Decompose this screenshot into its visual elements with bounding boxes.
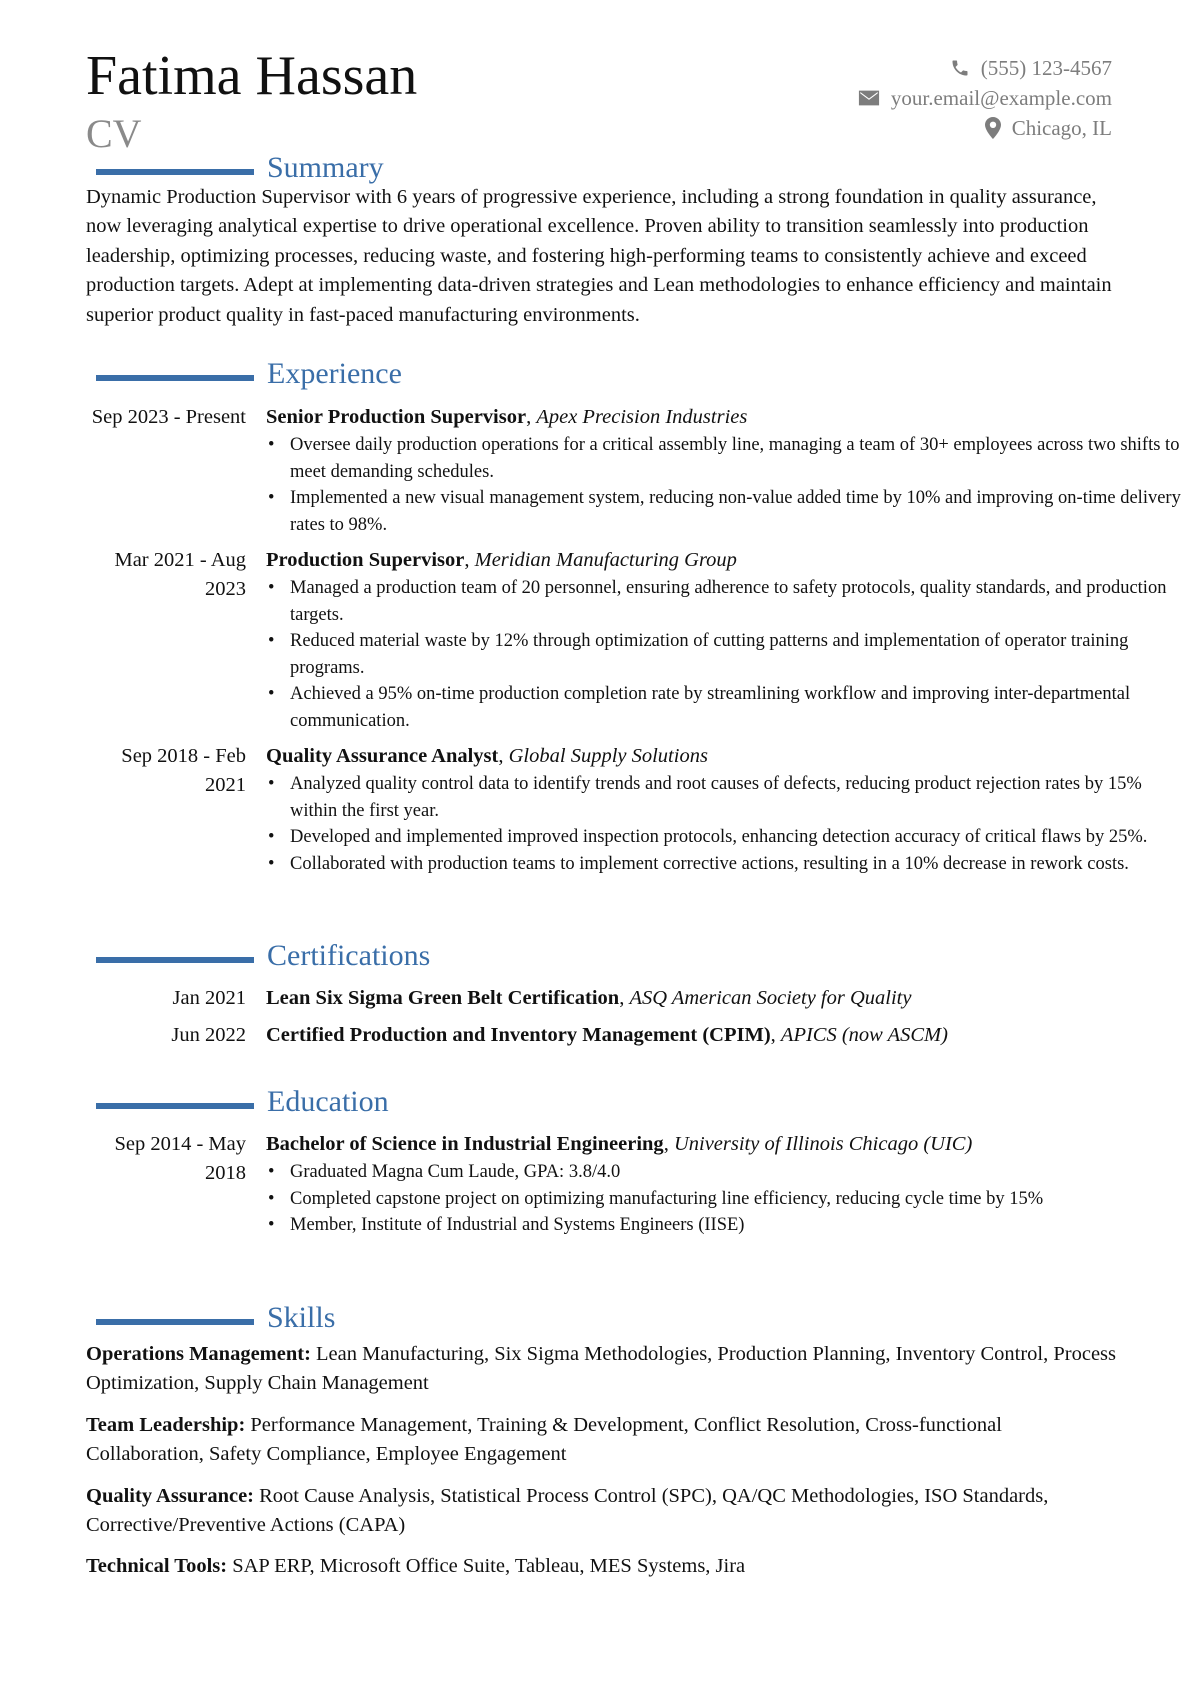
section-certifications-header: [96, 940, 1116, 976]
skill-row: [86, 1482, 1116, 1541]
section-title-certifications: Certifications: [267, 939, 431, 972]
skill-row: [86, 1411, 1116, 1470]
entry-heading: Certified Production and Inventory Management (CPIM), APICS (now ASCM): [266, 1024, 948, 1046]
section-skills-header: [96, 1302, 1116, 1338]
bullet-item: • Completed capstone project on optimizing manufacturing line efficiency, reducing cycle time by 15%: [290, 1186, 1186, 1213]
entry-date: Jun 2022: [171, 1024, 246, 1046]
section-accent-bar: [96, 169, 254, 175]
entry-date: Sep 2023 - Present: [91, 406, 246, 428]
job-title: Senior Production Supervisor: [266, 406, 527, 428]
skill-row: [86, 1340, 1116, 1399]
institution: University of Illinois Chicago (UIC): [673, 1133, 973, 1155]
degree-title: Bachelor of Science in Industrial Engineering: [266, 1133, 664, 1155]
entry-body: [266, 546, 1186, 734]
skill-items: Performance Management, Training & Development, Conflict Resolution, Cross-functional Collaboration, Safety Compliance, Employee Engagement: [86, 1413, 1002, 1466]
entry-body: [266, 1021, 1186, 1050]
entry-heading: Lean Six Sigma Green Belt Certification, ASQ American Society for Quality: [266, 987, 912, 1009]
entry-body: [266, 984, 1186, 1013]
entry-body: [266, 1130, 1186, 1239]
entry-date: Jan 2021: [172, 987, 246, 1009]
job-title: Quality Assurance Analyst: [266, 745, 499, 767]
employer: Global Supply Solutions: [508, 745, 708, 767]
entry-heading: Production Supervisor, Meridian Manufacturing Group: [266, 549, 737, 571]
bullet-item: • Collaborated with production teams to implement corrective actions, resulting in a 10% decrease in rework costs.: [290, 851, 1186, 878]
section-accent-bar: [96, 1103, 254, 1109]
bullet-item: • Developed and implemented improved inspection protocols, enhancing detection accuracy of critical flaws by 25%.: [290, 824, 1186, 851]
skill-category: Technical Tools:: [86, 1555, 228, 1578]
section-title-experience: Experience: [267, 357, 402, 390]
entry-body: [266, 403, 1186, 538]
bullet-item: • Oversee daily production operations for a critical assembly line, managing a team of 30+ employees across two shifts to meet demanding schedules.: [290, 432, 1186, 485]
skill-category: Operations Management:: [86, 1343, 311, 1365]
certifying-body: APICS (now ASCM): [780, 1024, 948, 1046]
contact-block: [692, 53, 1112, 143]
section-education-header: [96, 1086, 1116, 1122]
bullet-list: [266, 771, 1186, 877]
employer: Meridian Manufacturing Group: [474, 549, 737, 571]
skill-row: [86, 1552, 1116, 1581]
contact-location: [692, 113, 1112, 143]
entry-heading: Senior Production Supervisor, Apex Precision Industries: [266, 406, 748, 428]
certifying-body: ASQ American Society for Quality: [629, 987, 912, 1009]
skill-items: SAP ERP, Microsoft Office Suite, Tableau, MES Systems, Jira: [232, 1555, 746, 1578]
entry-date: Sep 2018 - Feb 2021: [121, 745, 246, 796]
entry-heading: Quality Assurance Analyst, Global Supply Solutions: [266, 745, 708, 767]
skill-category: Quality Assurance:: [86, 1484, 254, 1507]
contact-phone: [692, 53, 1112, 83]
phone-number[interactable]: (555) 123-4567: [980, 56, 1112, 80]
certification-title: Certified Production and Inventory Management (CPIM): [266, 1024, 771, 1046]
location-text: Chicago, IL: [1011, 116, 1112, 140]
section-title-education: Education: [267, 1085, 389, 1118]
bullet-item: • Reduced material waste by 12% through optimization of cutting patterns and implementation of operator training programs.: [290, 628, 1186, 681]
entry-date: Mar 2021 - Aug 2023: [114, 549, 246, 600]
section-experience-header: [96, 358, 1116, 394]
section-title-summary: Summary: [267, 151, 384, 184]
bullet-list: [266, 432, 1186, 538]
entry-body: [266, 742, 1186, 877]
bullet-list: [266, 575, 1186, 734]
bullet-item: • Implemented a new visual management system, reducing non-value added time by 10% and improving on-time delivery rates to 98%.: [290, 485, 1186, 538]
entry-heading: Bachelor of Science in Industrial Engineering, University of Illinois Chicago (UIC): [266, 1133, 973, 1155]
summary-text: Dynamic Production Supervisor with 6 years of progressive experience, including a strong foundation in quality assurance, now leveraging analytical expertise to drive operational excellence. Proven ability to transition seamlessly into production leadership, optimizing processes, reducing waste, and fostering high-performing teams to consistently achieve and exceed production targets. Adept at implementing data-driven strategies and Lean methodologies to enhance efficiency and maintain superior product quality in fast-paced manufacturing environments.: [86, 186, 1112, 326]
employer: Apex Precision Industries: [536, 406, 748, 428]
phone-icon: [950, 58, 970, 78]
contact-email: [692, 83, 1112, 113]
skill-items: Lean Manufacturing, Six Sigma Methodologies, Production Planning, Inventory Control, Process Optimization, Supply Chain Management: [86, 1343, 1117, 1395]
candidate-name: Fatima Hassan: [86, 45, 418, 107]
section-accent-bar: [96, 1319, 254, 1325]
bullet-item: • Member, Institute of Industrial and Systems Engineers (IISE): [290, 1212, 1186, 1239]
bullet-item: • Analyzed quality control data to identify trends and root causes of defects, reducing product rejection rates by 15% within the first year.: [290, 771, 1186, 824]
section-accent-bar: [96, 375, 254, 381]
skill-category: Team Leadership:: [86, 1413, 246, 1436]
entry-date: Sep 2014 - May 2018: [114, 1133, 246, 1184]
certification-title: Lean Six Sigma Green Belt Certification: [266, 987, 620, 1009]
bullet-item: • Achieved a 95% on-time production completion rate by streamlining workflow and improving inter-departmental communication.: [290, 681, 1186, 734]
envelope-icon: [858, 89, 880, 107]
skills-list: [86, 1340, 1116, 1594]
section-accent-bar: [96, 957, 254, 963]
bullet-list: [266, 1159, 1186, 1239]
map-pin-icon: [985, 117, 1001, 139]
skill-items: Root Cause Analysis, Statistical Process Control (SPC), QA/QC Methodologies, ISO Standards, Corrective/Preventive Actions (CAPA): [86, 1484, 1049, 1537]
document-subtitle: CV: [86, 111, 142, 156]
bullet-item: • Managed a production team of 20 personnel, ensuring adherence to safety protocols, quality standards, and production targets.: [290, 575, 1186, 628]
job-title: Production Supervisor: [266, 549, 465, 571]
email-address[interactable]: your.email@example.com: [890, 86, 1112, 110]
bullet-item: • Graduated Magna Cum Laude, GPA: 3.8/4.0: [290, 1159, 1186, 1186]
section-title-skills: Skills: [267, 1301, 336, 1334]
